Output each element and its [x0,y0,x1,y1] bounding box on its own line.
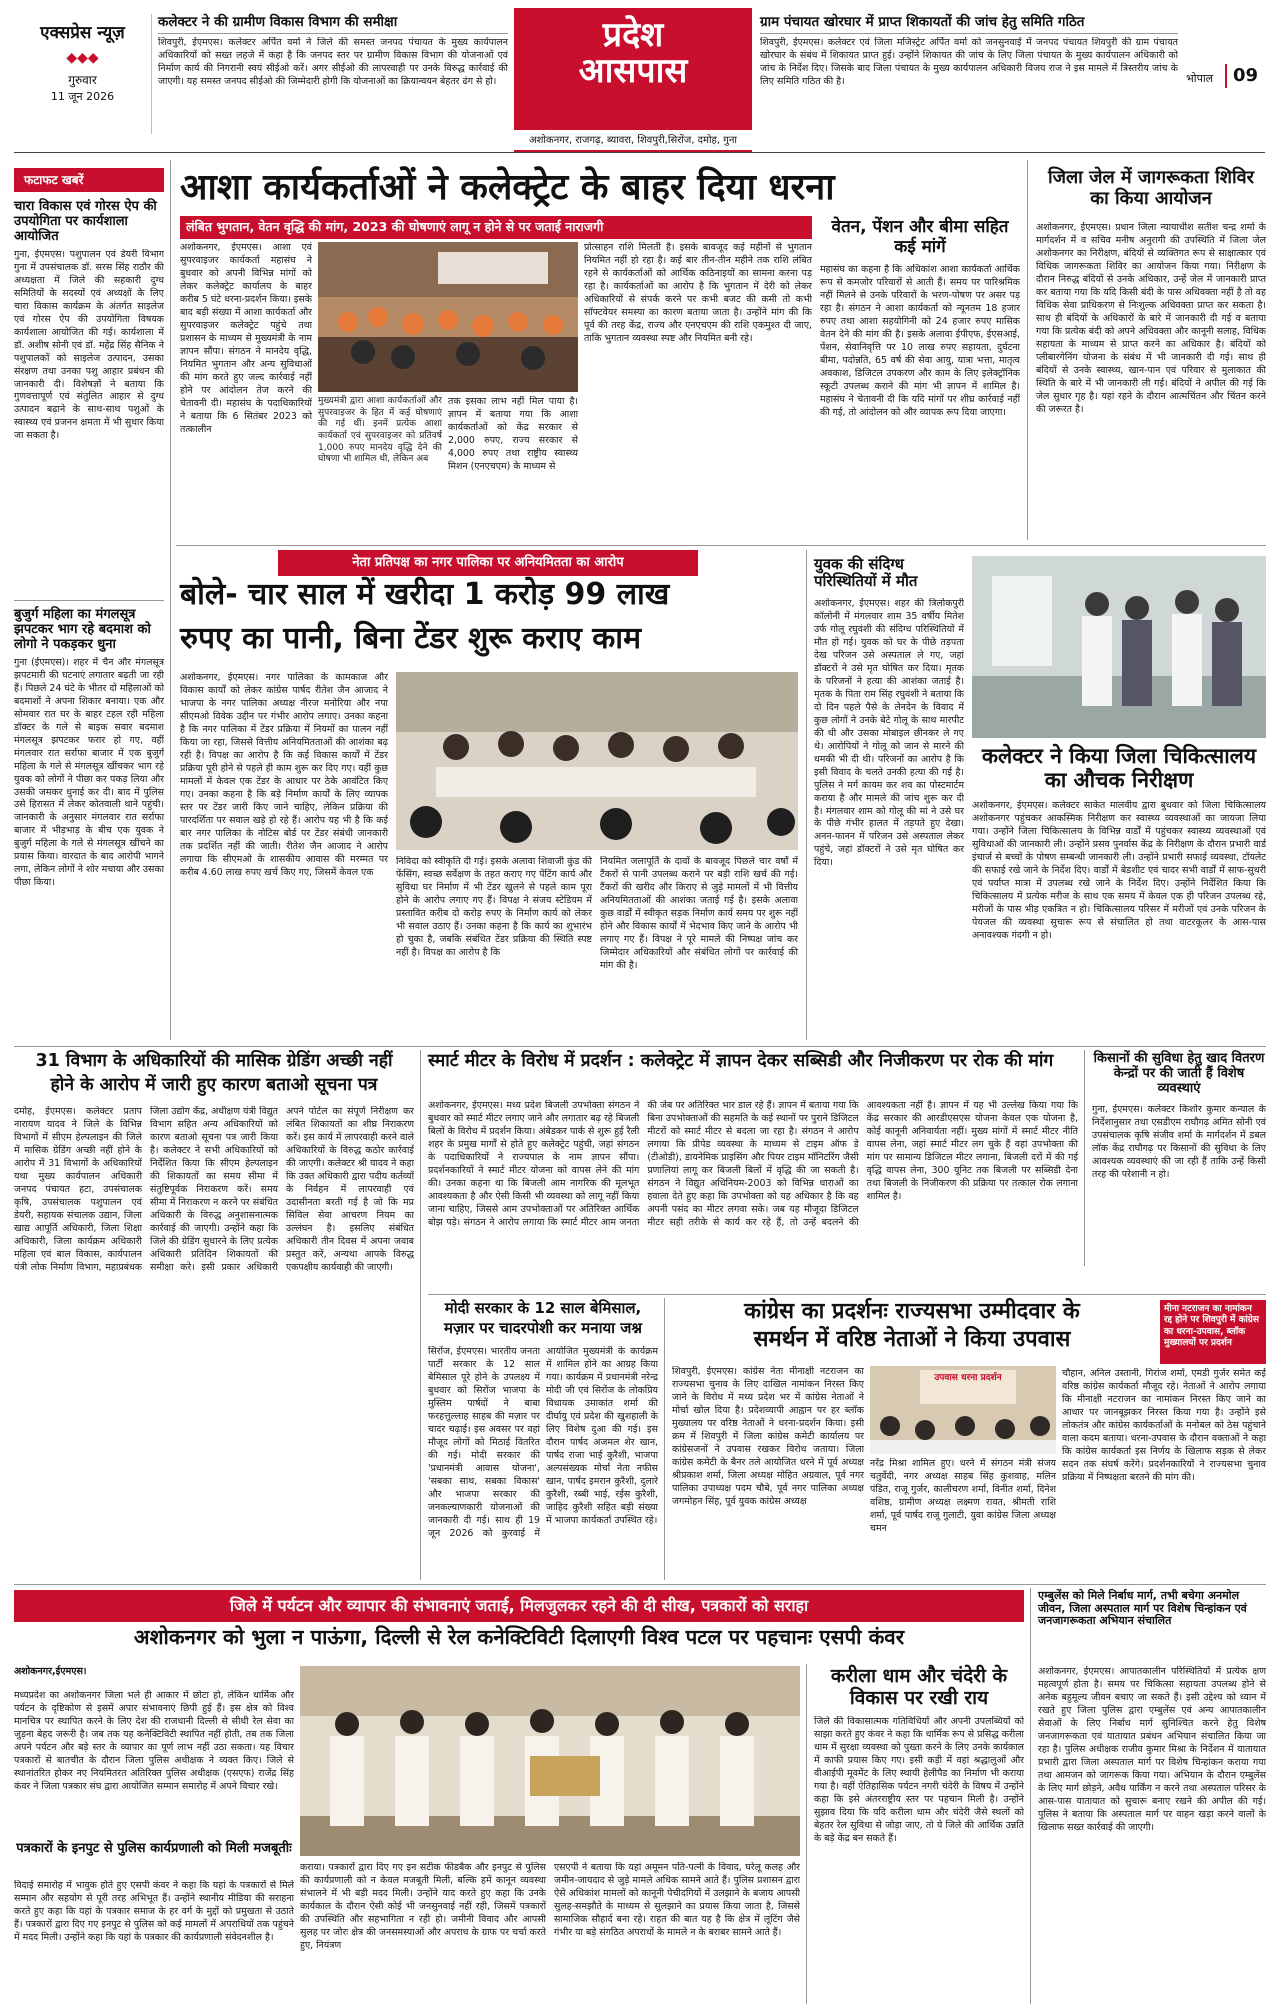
sp-byline: अशोकनगर,ईएमएस। [14,1666,87,1677]
congress-headline-line-1: कांग्रेस का प्रदर्शनः राज्यसभा उम्मीदवार के [744,1299,1080,1324]
quick-news-item-1 [14,200,164,584]
hospital-inspection-photo [972,556,1266,738]
sp-body-2: विदाई समारोह में भावुक होते हुए एसपी कंवर ने कहा कि यहां के पत्रकारों से मिले सम्मान और सहयोग से पूरी तरह अभिभूत हैं। उन्होंने स्थानीय मीडिया की सराहना करते हुए कहा कि यहां के पत्रकार समाज के हर वर्ग के मुद्दों को प्रमुखता से उठाते हैं। पत्रकारों द्वारा दिए गए इनपुट से पुलिस को कई मामलों में अपराधियों तक पहुंचने में मदद मिली। उन्होंने कहा कि यहां के पत्रकार की कार्यप्रणाली संवेदनशील है। [14,1880,294,1943]
youth-death-body: अशोकनगर, ईएमएस। शहर की त्रिलोकपुरी कॉलोनी में मंगलवार शाम 35 वर्षीय मितेश उर्फ गोलू रघुवंशी की संदिग्ध परिस्थितियों में मौत हो गई। युवक को घर के पीछे तड़पता देख परिजन उसे अस्पताल ले गए, जहां डॉक्टरों ने उसे मृत घोषित कर दिया। मृतक के परिजनों ने हत्या की आशंका जताई है। मृतक के पिता राम सिंह रघुवंशी ने बताया कि दो दिन पहले पैसे के लेनदेन के विवाद में कुछ लोगों ने उनके बेटे गोलू के साथ मारपीट की थी और उसका मोबाइल छीनकर ले गए थे। आरोपियों ने गोलू को जान से मारने की धमकी भी दी थी। परिजनों का आरोप है कि इसी विवाद के चलते उनकी हत्या की गई है। पुलिस ने मर्ग कायम कर शव का पोस्टमार्टम कराया है और मामले की जांच शुरू कर दी है। मंगलवार शाम को गोलू की मां ने उसे घर के पीछे गंभीर हालत में तड़पते हुए देखा। अनन-फानन में परिजन उसे अस्पताल लेकर पहुंचे, जहां डॉक्टरों ने उसे मृत घोषित कर दिया। [814,598,964,869]
brand-name: एक्सप्रेस न्यूज़ [40,23,125,43]
lead-deck: लंबित भुगतान, वेतन वृद्धि की मांग, 2023 की घोषणाएं लागू न होने से पर जताई नाराजगी [180,216,812,239]
section-subtitle: आसपास [578,50,688,91]
quick-news-label: फटाफट खबरें [14,168,164,192]
lead-body-3: प्रोत्साहन राशि मिलती है। इसके बावजूद कई महीनों से भुगतान नियमित नहीं हो रहा है। कई बार तीन-तीन महीने तक राशि लंबित रहने से कार्यकर्ताओं को आर्थिक कठिनाइयों का सामना करना पड़ रहा है। कार्यकर्ताओं का आरोप है कि भुगतान में देरी को लेकर अधिकारियों से संपर्क करने पर कभी बजट की कमी तो कभी सॉफ्टवेयर समस्या का कारण बताया जाता है। उन्होंने मांग की कि पूर्व की तरह केंद्र, राज्य और एनएचएम की राशि एकमुश्त दी जाए, ताकि भुगतान व्यवस्था स्पष्ट और नियमित बनी रहे। [584,242,812,344]
quick-news-divider [14,600,164,601]
tender-strip: नेता प्रतिपक्ष का नगर पालिका पर अनियमितता का आरोप [278,550,698,576]
tender-body-3: नियमित जलापूर्ति के दावों के बावजूद पिछले चार वर्षों में टैंकरों से पानी उपलब्ध कराने पर बड़ी राशि खर्च की गई। टैंकरों की खरीद और किराए से जुड़े मामलों में भी वित्तीय अनियमितताओं की आशंका जताई गई है। इसके अलावा कुछ वार्डों में स्वीकृत सड़क निर्माण कार्य समय पर शुरू नहीं होने और विकास कार्यों में भेदभाव किए जाने के आरोप भी लगाए गए हैं। विपक्ष ने पूरे मामले की निष्पक्ष जांच कर जिम्मेदार अधिकारियों और संबंधित लोगों पर कार्रवाई की मांग की है। [600,856,798,971]
column-rule [170,160,171,1040]
section-divider [14,1584,1266,1585]
sp-strip: जिले में पर्यटन और व्यापार की संभावनाएं जताई, मिलजुलकर रहने की दी सीख, पत्रकारों को सराहा [14,1590,1024,1622]
page-number: 09 [1225,64,1258,88]
smart-meter-body: अशोकनगर, ईएमएस। मध्य प्रदेश बिजली उपभोक्ता संगठन ने बुधवार को स्मार्ट मीटर लगाए जाने और लगातार बढ़ रहे बिजली बिलों के विरोध में प्रदर्शन किया। अंबेडकर पार्क से शुरू हुई रैली शहर के प्रमुख मार्गों से होते हुए कलेक्ट्रेट पहुंची, जहां संगठन के पदाधिकारियों ने राज्यपाल के नाम ज्ञापन सौंपा। प्रदर्शनकारियों ने स्मार्ट मीटर योजना को वापस लेने की मांग की। उनका कहना था कि बिजली आम नागरिक की मूलभूत आवश्यकता है और ऐसी किसी भी व्यवस्था को लागू नहीं किया जाना चाहिए, जिससे आम उपभोक्ताओं पर अतिरिक्त आर्थिक बोझ पड़े। संगठन ने आरोप लगाया कि स्मार्ट मीटर आम जनता की जेब पर अतिरिक्त भार डाल रहे हैं। ज्ञापन में बताया गया कि बिना उपभोक्ताओं की सहमति के कई स्थानों पर पुराने डिजिटल मीटरों को स्मार्ट मीटर से बदला जा रहा है। संगठन ने आरोप लगाया कि प्रीपेड व्यवस्था के माध्यम से टाइम ऑफ डे (टीओडी), डायनेमिक प्राइसिंग और पियर टाइम मॉनिटरिंग जैसी प्रणालियां लागू कर बिजली बिलों में वृद्धि की जा सकती है। संगठन ने विद्युत अधिनियम-2003 को विभिन्न धाराओं का हवाला देते हुए कहा कि उपभोक्ता को यह अधिकार है कि वह अपनी पसंद का मीटर लगवा सके। जब यह मौजूदा डिजिटल मीटर सही तरीके से कार्य कर रहे हैं, तो उन्हें बदलने की आवश्यकता नहीं है। ज्ञापन में यह भी उल्लेख किया गया कि केंद्र सरकार की आरडीएसएस योजना केवल एक योजना है, कोई कानूनी अनिवार्यता नहीं। मुख्य मांगों में स्मार्ट मीटर नीति वापस लेना, जहां स्मार्ट मीटर लग चुके हैं वहां उपभोक्ता की मांग पर सामान्य डिजिटल मीटर लगाना, बिजली दरों में की गई वृद्धि वापस लेना, 300 यूनिट तक बिजली पर सब्सिडी देना तथा बिजली के निजीकरण की प्रक्रिया पर तत्काल रोक लगाना शामिल है। [428,1100,1078,1228]
quick-news-item-1-body: गुना, ईएमएस। पशुपालन एवं डेयरी विभाग गुना में उपसंचालक डॉ. सरस सिंह राठौर की अध्यक्षता में जिले की सहकारी दुग्ध समितियों के सदस्यों एवं अध्यक्षों के लिए चारा विकास कार्यक्रम के अंतर्गत साइलेज एवं गोरस ऐप की उपयोगिता विषयक कार्यशाला आयोजित की गई। कार्यशाला में डॉ. अशीष सोनी एवं डॉ. महेंद्र सिंह सैनिक ने पशुपालकों को साइलेज उत्पादन, उसका संरक्षण तथा उनका पशु आहार प्रबंधन की जानकारी दी। विशेषज्ञों ने बताया कि गुणवत्तापूर्ण एवं संतुलित आहार से दुग्ध उत्पादन बढ़ाने के साथ-साथ पशुओं के स्वास्थ्य एवं प्रजनन क्षमता में भी सुधार किया जा सकता है। [14,248,164,442]
quick-news-item-2-headline: बुजुर्ग महिला का मंगलसूत्र झपटकर भाग रहे बदमाश को लोगो ने पकड़कर धुना [14,607,151,652]
congress-headline-line-2: समर्थन में वरिष्ठ नेताओं ने किया उपवास [753,1327,1071,1352]
section-divider [14,1046,1266,1047]
hospital-headline: कलेक्टर ने किया जिला चिकित्सालय का औचक निरीक्षण [981,744,1257,793]
sp-body-4: एसएपी ने बताया कि यहां अमूमन पति-पत्नी के विवाद, घरेलू कलह और जमीन-जायदाद से जुड़े मामले अधिक सामने आते हैं। पुलिस प्रशासन द्वारा ऐसे अधिकांश मामलों को कानूनी पेचीदगियों में उलझाने के बजाय आपसी सुलह-समझौते के माध्यम से सुलझाने का प्रयास किया जाता है, जिससे सामाजिक सौहार्द बना रहे। राहत की बात यह है कि क्षेत्र में लूटिंग जैसे गंभीर या बड़े संगठित अपराधों के मामले न के बराबर सामने आते हैं। [554,1862,800,1938]
karila-body: जिले की विकासात्मक गतिविधियों और अपनी उपलब्धियों को साझा करते हुए कंवर ने कहा कि धार्मिक रूप से प्रसिद्ध करीला धाम में सुरक्षा व्यवस्था को पुख्ता करने के लिए उनके कार्यकाल में काफी प्रयास किए गए। इसी कड़ी में वहां श्रद्धालुओं और वीआईपी मूवमेंट के लिए स्थायी हेलीपैड का निर्माण भी कराया गया है। वहीं ऐतिहासिक पर्यटन नगरी चंदेरी के विषय में उन्होंने कहा कि इसे अंतरराष्ट्रीय स्तर पर पहचान मिली है। उन्होंने सुझाव दिया कि यदि करीला धाम और चंदेरी जैसे स्थलों को बेहतर रेल सुविधा से जोड़ा जाए, तो ये जिले की आर्थिक उन्नति के बड़े केंद्र बन सकते हैं। [814,1716,1024,1844]
tender-body-1: अशोकनगर, ईएमएस। नगर पालिका के कामकाज और विकास कार्यों को लेकर कांग्रेस पार्षद रीतेश जैन आजाद ने भाजपा के नगर पालिका अध्यक्ष नीरज मनोरिया और नपा सीएमओ विवेक उद्दीन पर गंभीर आरोप लगाए। उनका कहना है कि नगर पालिका में टेंडर प्रक्रिया में नियमों का पालन नहीं किया जा रहा, जिससे वित्तीय अनियमितताओं की आशंका बढ़ रही है। विपक्ष का आरोप है कि कई विकास कार्यों में टेंडर प्रक्रिया पूरी होने से पहले ही काम शुरू कर दिए गए। वहीं कुछ मामलों में केवल एक टेंडर के आधार पर ठेके आवंटित किए गए। उनका कहना है कि बड़े निर्माण कार्यों के लिए व्यापक स्तर पर टेंडर जारी किए जाने चाहिए, लेकिन प्रक्रिया की पारदर्शिता पर सवाल खड़े हो रहे हैं। आरोप यह भी है कि कई बार नगर पालिका के नोटिस बोर्ड पर टेंडर संबंधी जानकारी तक प्रदर्शित नहीं की जाती। रीतेश जैन आजाद ने आरोप लगाया कि सीएमओ के शासकीय आवास की मरम्मत पर करीब 4.60 लाख रुपए खर्च किए गए, जिसमें केवल एक [180,672,388,878]
congress-side-box: मीना नटराजन का नामांकन रद्द होने पर शिवपुरी में कांग्रेस का धरना-उपवास, ब्लॉक मुख्यालयों पर प्रदर्शन [1160,1300,1266,1364]
sp-headline: अशोकनगर को भुला न पाऊंगा, दिल्ली से रेल कनेक्टिविटी दिलाएगी विश्व पटल पर पहचानः एसपी कंवर [133,1625,905,1649]
modi-headline-line-1: मोदी सरकार के 12 साल बेमिसाल, [444,1299,642,1317]
tender-headline-line-1: बोले- चार साल में खरीदा 1 करोड़ 99 लाख [180,577,670,612]
page-city: भोपाल [1186,72,1214,85]
congress-body-1: शिवपुरी, ईएमएस। कांग्रेस नेता मीनाक्षी नटराजन का राज्यसभा चुनाव के लिए दाखिल नामांकन निरस्त किए जाने के विरोध में मध्य प्रदेश भर में कांग्रेस नेताओं ने मोर्चा खोल दिया है। प्रदेशव्यापी आह्वान पर हर ब्लॉक मुख्यालय पर वरिष्ठ नेताओं ने धरना-प्रदर्शन किया। इसी क्रम में शिवपुरी में जिला कांग्रेस कमेटी कार्यालय पर कांग्रेसजनों ने उपवास रखकर विरोध जताया। जिला कांग्रेस कमेटी के बैनर तले आयोजित धरने में पूर्व अध्यक्ष श्रीप्रकाश शर्मा, जिला अध्यक्ष मोहित अग्रवाल, पूर्व नगर पालिका उपाध्यक्ष पदम चौबे, पूर्व नगर पालिका अध्यक्ष जगमोहन सिंह, पूर्व युवक कांग्रेस अध्यक्ष [672,1366,864,1507]
section-divider [428,1294,1266,1295]
column-rule [1027,160,1028,540]
ambulance-headline: एम्बुलेंस को मिले निर्बाध मार्ग, तभी बचेगा अनमोल जीवन, जिला अस्पताल मार्ग पर विशेष चिन्हांकन एवं जनजागरूकता अभियान संचालित [1038,1589,1247,1628]
column-rule [1030,1588,1031,2004]
column-rule [420,1050,421,1580]
ambulance-body: अशोकनगर, ईएमएस। आपातकालीन परिस्थितियों में प्रत्येक क्षण महत्वपूर्ण होता है। समय पर चिकित्सा सहायता उपलब्ध होने से अनेक बहुमूल्य जीवन बचाए जा सकते हैं। इसी उद्देश्य को ध्यान में रखते हुए जिला पुलिस द्वारा एम्बुलेंस एवं अन्य आपातकालीन सेवाओं के लिए निर्बाध मार्ग सुनिश्चित करने हेतु विशेष जनजागरूकता एवं यातायात प्रबंधन अभियान संचालित किया जा रहा है। पुलिस अधीक्षक राजीव कुमार मिश्रा के निर्देशन में यातायात प्रभारी द्वारा जिला अस्पताल मार्ग पर विशेष चिन्हांकन कराया गया तथा आमजन को जागरूक किया गया। अभियान के दौरान एम्बुलेंस के लिए मार्ग छोड़ने, अवैध पार्किंग न करने तथा अस्पताल परिसर के आस-पास यातायात को सुचारू बनाए रखने की अपील की गई। पुलिस ने बताया कि अस्पताल मार्ग पर वाहन खड़ा करने वालों के खिलाफ सख्त कार्रवाई की जाएगी। [1038,1666,1266,1833]
lead-body-2: तक इसका लाभ नहीं मिल पाया है। ज्ञापन में बताया गया कि आशा कार्यकर्ताओं को केंद्र सरकार से 2,000 रुपए, राज्य सरकार से 4,000 रुपए तथा राष्ट्रीय स्वास्थ्य मिशन (एनएचएम) के माध्यम से [448,396,578,472]
quick-news-item-1-headline: चारा विकास एवं गोरस ऐप की उपयोगिता पर कार्यशाला आयोजित [14,199,157,244]
tender-headline-line-2: रुपए का पानी, बिना टेंडर शुरू कराए काम [180,621,642,656]
congress-banner-text: उपवास धरना प्रदर्शन [934,1373,1002,1383]
press-conference-photo [396,672,798,850]
sp-body-1: मध्यप्रदेश का अशोकनगर जिला भले ही आकार में छोटा हो, लेकिन धार्मिक और पर्यटन के दृष्टिकोण से इसमें अपार संभावनाएं छिपी हुई हैं। इस क्षेत्र को विश्व मानचित्र पर स्थापित करने के लिए देश की राजधानी दिल्ली से सीधी रेल सेवा का जुड़ना बेहद जरूरी है। जब तक यह कनेक्टिविटी स्थापित नहीं होती, तब तक जिला अपने पर्यटन और बड़े स्तर के व्यापार का पूर्ण लाभ नहीं उठा सकता। यह विचार पत्रकारों से बातचीत के दौरान जिला पुलिस अधीक्षक ने व्यक्त किए। जिले से स्थानांतरित होकर नए नियमितरत अतिरिक्त पुलिस अधीक्षक (एसएफ) राजेंद्र सिंह कंवर ने जिला पत्रकार संघ द्वारा आयोजित सम्मान समारोह में अपने विचार रखे। [14,1690,294,1792]
sidebar-pay-headline: वेतन, पेंशन और बीमा सहित कई मांगें [831,217,1009,257]
modi-headline-line-2: मज़ार पर चादरपोशी कर मनाया जश्न [443,1319,643,1337]
sp-subhead: पत्रकारों के इनपुट से पुलिस कार्यप्रणाली को मिली मजबूतीः [16,1841,292,1856]
section-districts: अशोकनगर, राजगढ़, ब्यावरा, शिवपुरी,सिरोंज, दमोह, गुना [514,130,752,152]
section-banner [514,8,752,130]
jail-headline: जिला जेल में जागरूकता शिविर का किया आयोजन [1047,167,1255,209]
section-title: प्रदेश [602,15,664,55]
smart-meter-headline: स्मार्ट मीटर के विरोध में प्रदर्शन : कलेक्ट्रेट में ज्ञापन देकर सब्सिडी और निजीकरण पर रोक की मांग [428,1051,1054,1071]
masthead-divider [14,152,1265,153]
grading-headline-line-1: 31 विभाग के अधिकारियों की मासिक ग्रेडिंग अच्छी नहीं [35,1051,393,1071]
top-story-right-body: शिवपुरी, ईएमएस। कलेक्टर एवं जिला मजिस्ट्रेट अर्पित वर्मा को जनसुनवाई में जनपद पंचायत शिवपुरी की ग्राम पंचायत खोरघार के संबंध में शिकायत प्राप्त हुई। उन्होंने शिकायत की जांच के लिए जिला पंचायत के मुख्य कार्यपालन अधिकारी को जांच के निर्देश दिए। जिसके बाद जिला पंचायत के मुख्य कार्यपालन अधिकारी विजय राज ने इस मामले में त्रिस्तरीय जांच के लिए समिति गठित की है। [760,37,1178,88]
youth-death-headline: युवक की संदिग्ध परिस्थितियों में मौत [814,555,918,591]
column-rule [806,550,807,1040]
farmers-headline: किसानों की सुविधा हेतु खाद वितरण केन्द्रों पर की जाती हैं विशेष व्यवस्थाएं [1093,1051,1265,1096]
asha-protest-photo [318,242,578,392]
tender-body-2: निविदा को स्वीकृति दी गई। इसके अलावा शिवाजी कुंड की फेंसिंग, स्वच्छ सर्वेक्षण के तहत कराए गए पेंटिंग कार्य और सुविधा घर निर्माण में भी टेंडर खुलने से पहले काम पूरा होने के आरोप लगाए गए हैं। विपक्ष ने संजय स्टेडियम में प्रस्तावित करीब दो करोड़ रुपए के निर्माण कार्य को लेकर भी सवाल उठाए हैं। उनका कहना है कि कार्य का शुभारंभ हो चुका है, जबकि संबंधित टेंडर प्रक्रिया की स्थिति स्पष्ट नहीं है। विपक्ष का आरोप है कि [396,856,592,958]
top-story-left [158,14,508,119]
congress-protest-photo [870,1366,1056,1454]
top-story-left-headline: कलेक्टर ने की ग्रामीण विकास विभाग की समीक्षा [158,14,508,34]
column-rule [806,1664,807,2004]
sp-felicitation-photo [300,1666,800,1856]
sp-body-3: कराया। पत्रकारों द्वारा दिए गए इन सटीक फीडबैक और इनपुट से पुलिस की कार्यप्रणाली को न केवल मजबूती मिली, बल्कि हमें कानून व्यवस्था संभालने में भी बड़ी मदद मिली। उन्होंने याद करते हुए कहा कि उनके कार्यकाल के दौरान ऐसी कोई भी जनसुनवाई नहीं रही, जिसमें पत्रकारों की उपस्थिति और सहभागिता न रही हो। जमीनी विवाद और आपसी सुलह पर जोरः क्षेत्र की जनसमस्याओं और अपराध के ग्राफ पर चर्चा करते हुए, नियंत्रण [300,1862,546,1951]
lead-headline: आशा कार्यकर्ताओं ने कलेक्ट्रेट के बाहर दिया धरना [180,167,835,208]
column-rule [664,1298,665,1580]
congress-body-2: नरेंद्र मिश्रा शामिल हुए। धरने में संगठन मंत्री संजय चतुर्वेदी, नगर अध्यक्ष साहब सिंह कुशवाह, मलिन पंडित, राजू गुर्जर, कालीचरण शर्मा, विनीत शर्मा, दिनेश वशिष्ठ, ग्रामीण अध्यक्ष लक्ष्मण रावत, श्रीमती राशि शर्मा, पूर्व पार्षद राजू गुलाटी, युवा कांग्रेस जिला अध्यक्ष चमन [870,1458,1056,1534]
modi-body: सिरोंज, ईएमएस। भारतीय जनता पार्टी सरकार के 12 साल बेमिसाल पूरे होने के उपलक्ष्य में बुधवार को सिरोंज भाजपा के मुस्लिम पार्षदों ने बाबा फरहत्तुल्लाह साहब की मज़ार पर चादर चढ़ाई। इस अवसर पर वहां मौजूद लोगों को मिठाई वितरित की गई। मोदी सरकार की 'प्रधानमंत्री आवास योजना', 'सबका साथ, सबका विकास' और भाजपा सरकार की जनकल्याणकारी योजनाओं की जानकारी दी गई। साथ ही 19 जून 2026 को कुरवाई में आयोजित मुख्यमंत्री के कार्यक्रम में शामिल होने का आग्रह किया गया। कार्यक्रम में प्रधानमंत्री नरेन्द्र मोदी जी एवं सिरोंज के लोकप्रिय विधायक उमाकांत शर्मा की दीर्घायु एवं प्रदेश की खुशहाली के लिए विशेष दुआ की गई। इस दौरान पार्षद अजमल शेर खान, पार्षद राजा भाई कुरैशी, भाजपा अल्पसंख्यक मोर्चा नेता नफीस खान, पार्षद इमरान कुरैशी, दुलारे कुरैशी, रब्बी भाई, रईस कुरैशी, जाहिद कुरैशी सहित बड़ी संख्या में भाजपा कार्यकर्ता उपस्थित रहे। [428,1346,658,1539]
brand-box [14,14,152,134]
jail-body: अशोकनगर, ईएमएस। प्रधान जिला न्यायाधीश सतीश चन्द्र शर्मा के मार्गदर्शन में व सचिव मनीष अनुरागी की उपस्थिति में जिला जेल अशोकनगर का निरीक्षण, बंदियों से व्यक्तिगत रूप से साक्षात्कार एवं विधिक जागरूकता शिविर का आयोजन किया गया। निरीक्षण के दौरान निरुद्ध बंदियों से उनके अधिकार, उन्हें जेल में जानकारी प्राप्त कर बताया गया कि यदि किसी बंदी के पास अधिवक्ता नहीं है तो वह विधिक सेवा प्राधिकरण से निःशुल्क अधिवक्ता प्राप्त कर सकता है। साथ ही बंदियों के अधिकारों के बारे में जानकारी दी गई व बताया गया कि प्रत्येक बंदी को अपने अधिवक्ता और कानूनी सलाह, विधिक सहायता के माध्यम से प्राप्त करने का अधिकार है। बंदियों को प्लीबारगेनिंग योजना के संबंध में भी जानकारी दी गई। साथ ही बंदियों से उनके स्वास्थ्य, खान-पान एवं परिवार से मुलाकात की स्थिति के बारे में भी जानकारी ली गई। बंदियों ने अपील की गई कि जेल सुधार गृह है। यहां रहने के दौरान आत्मचिंतन और चिंतन करने की जरूरत है। [1036,222,1266,415]
grading-body: दमोह, ईएमएस। कलेक्टर प्रताप नारायण यादव ने जिले के विभिन्न विभागों में सीएम हेल्पलाइन की जिले में मासिक ग्रेडिंग अच्छी नहीं होने के आरोप में 31 विभागों के अधिकारियों यथा मुख्य कार्यपालन अधिकारी जनपद पंचायत हटा, उपसंचालक कृषि, उपसंचालक पशुपालन एवं डेयरी, सहायक संचालक उद्यान, जिला खाद्य आपूर्ति अधिकारी, जिला शिक्षा अधिकारी, जिला कार्यक्रम अधिकारी महिला एवं बाल विकास, कार्यपालन यंत्री लोक निर्माण विभाग, महाप्रबंधक जिला उद्योग केंद्र, अधीक्षण यंत्री विद्युत विभाग सहित अन्य अधिकारियों को कारण बताओ सूचना पत्र जारी किया है। कलेक्टर ने सभी अधिकारियों को निर्देशित किया कि सीएम हेल्पलाइन की शिकायतों का समय सीमा में संतुष्टिपूर्वक निराकरण करें। समय सीमा में निराकरण न करने पर संबंधित अधिकारी के विरुद्ध अनुशासनात्मक कार्रवाई की जाएगी। उन्होंने कहा कि जिले की ग्रेडिंग सुधारने के लिए प्रत्येक अधिकारी प्रतिदिन शिकायतों की समीक्षा करे। इसी प्रकार अधिकारी अपने पोर्टल का संपूर्ण निरीक्षण कर लंबित शिकायतों का शीघ्र निराकरण करें। इस कार्य में लापरवाही करने वाले अधिकारियों के विरुद्ध कठोर कार्रवाई की जाएगी। कलेक्टर श्री यादव ने कहा कि उक्त अधिकारी द्वारा पदीय कर्तव्यों के निर्वहन में लापरवाही एवं उदासीनता बरती गई है जो कि मप्र सिविल सेवा आचरण नियम का उल्लंघन है। इसलिए संबंधित अधिकारी तीन दिवस में अपना जवाब प्रस्तुत करें, अन्यथा आपके विरुद्ध एकपक्षीय कार्यवाही की जाएगी। [14,1106,414,1273]
hospital-body: अशोकनगर, ईएमएस। कलेक्टर साकेत मालवीय द्वारा बुधवार को जिला चिकित्सालय अशोकनगर पहुंचकर आकस्मिक निरीक्षण कर स्वास्थ्य व्यवस्थाओं का जायजा लिया गया। उन्होंने जिला चिकित्सालय के विभिन्न वार्डों में पहुंचकर स्वास्थ्य व्यवस्थाओं एवं सुविधाओं की जानकारी ली। उन्होंने प्रसव पुनर्वास केंद्र के निरीक्षण के दौरान प्रभारी वार्ड इंचार्ज से बच्चों के पोषण सम्बन्धी जानकारी ली। उन्होंने प्रभारी सफाई व्यवस्था, टॉयलेट की सफाई रखे जाने के निर्देश दिए। वार्डों में बेडशीट एवं चादर सभी वार्डों में साफ-सुथरी एवं पर्याप्त मात्रा में उपलब्ध रखे जाने के निर्देश दिए। उन्होंने निर्देशित किया कि चिकित्सालय में प्रत्येक मरीज के साथ एक समय में केवल एक ही परिजन उपलब्ध रहे, मरीजों के पास भीड़ एकत्रित न हो। चिकित्सालय परिसर में मरीजों एवं उनके परिजन के पेयजल की व्यवस्था सुचारू रूप से संचालित हो तथा वाटरकूलर के आस-पास अनावश्यक गंदगी न हो। [972,800,1266,941]
top-story-left-body: शिवपुरी, ईएमएस। कलेक्टर अर्पित वर्मा ने जिले की समस्त जनपद पंचायत के मुख्य कार्यपालन अधिकारियों को सख्त लहजे में कहा है कि जनपद स्तर पर ग्रामीण विकास विभाग की योजनाओं एवं निर्माण कार्य की निगरानी स्वयं सीईओ करें। अगर सीईओ की लापरवाही पर उनके विरुद्ध कार्रवाई की जाएगी। यह समस्त जनपद सीईओ की जिम्मेदारी होगी कि योजनाओं का क्रियान्वयन बेहतर ढंग से हो। [158,37,508,88]
column-rule [1084,1050,1085,1266]
issue-date: 11 जून 2026 [50,90,115,104]
top-story-right [760,14,1178,119]
grading-headline-line-2: होने के आरोप में जारी हुए कारण बताओ सूचना पत्र [50,1075,378,1095]
farmers-body: गुना, ईएमएस। कलेक्टर किशोर कुमार कन्याल के निर्देशानुसार तथा एसडीएम राघौगढ़ अमित सोनी एवं उपसंचालक कृषि संजीव शर्मा के मार्गदर्शन में डबल लॉक केंद्र राघौगढ़ पर किसानों की सुविधा के लिए आवश्यक व्यवस्थाएं की जा रही हैं ताकि उन्हें किसी तरह की परेशानी न हो। [1092,1104,1266,1180]
issue-day: गुरुवार [68,72,97,87]
top-story-right-headline: ग्राम पंचायत खोरघार में प्राप्त शिकायतों की जांच हेतु समिति गठित [760,14,1178,34]
brand-ornament: ◆◆◆ [66,49,99,66]
section-divider [176,545,1266,546]
karila-headline: करीला धाम और चंदेरी के विकास पर रखी राय [830,1665,1008,1709]
lead-body-1: अशोकनगर, ईएमएस। आशा एवं सुपरवाइजर कार्यकर्ता महासंघ ने बुधवार को अपनी विभिन्न मांगों को लेकर कलेक्ट्रेट कार्यालय के बाहर करीब 5 घंटे धरना-प्रदर्शन किया। इसके बाद बड़ी संख्या में आशा कार्यकर्ता और सुपरवाइजर कलेक्ट्रेट पहुंचे तथा प्रशासन के माध्यम से मुख्यमंत्री के नाम ज्ञापन सौंपा। संगठन ने मानदेय वृद्धि, नियमित भुगतान और अन्य सुविधाओं की मांग करते हुए जल्द कार्रवाई नहीं होने पर आंदोलन तेज करने की चेतावनी दी। महासंघ के पदाधिकारियों ने बताया कि 6 सितंबर 2023 को तत्कालीन [180,242,312,435]
sidebar-pay-body: महासंघ का कहना है कि अधिकांश आशा कार्यकर्ता आर्थिक रूप से कमजोर परिवारों से आती हैं। समय पर पारिश्रमिक नहीं मिलने से उनके परिवारों के भरण-पोषण पर असर पड़ रहा है। संगठन ने आशा कार्यकर्ता को न्यूनतम 18 हजार रुपए तथा आशा सहयोगिनी को 24 हजार रुपए मासिक वेतन देने की मांग की है। इसके अलावा ईपीएफ, ईएसआई, पेंशन, सेवानिवृत्ति पर 10 लाख रुपए सहायता, दुर्घटना बीमा, पदोन्नति, 65 वर्ष की सेवा आयु, यात्रा भत्ता, मातृत्व अवकाश, डिजिटल उपकरण और काम के लिए इलेक्ट्रॉनिक स्कूटी उपलब्ध कराने की मांग भी ज्ञापन में शामिल है। महासंघ ने चेतावनी दी कि यदि मांगों पर शीघ्र कार्रवाई नहीं की गई, तो आंदोलन को और व्यापक रूप दिया जाएगा। [820,264,1020,418]
quick-news-item-2-body: गुना (ईएमएस)। शहर में चैन और मंगलसूत्र झपटमारी की घटनाएं लगातार बढ़ती जा रही हैं। पिछले 24 घंटे के भीतर दो महिलाओं को बदमाशों ने अपना शिकार बनाया। एक और सोमवार रात घर के बाहर टहल रही महिला डॉक्टर के गले से बाइक सवार बदमाश मंगलसूत्र झपटकर फरार हो गए, वहीं मंगलवार रात सर्राफा बाजार में एक बुजुर्ग महिला के गले से मंगलसूत्र खींचकर भाग रहे युवक को लोगों ने पीछा कर पकड़ लिया और उसकी जमकर धुनाई कर दी। बाद में पुलिस उसे हिरासत में लेकर कोतवाली थाने पहुंची। जानकारी के अनुसार मंगलवार रात सर्राफा बाजार में भीड़भाड़ के बीच एक युवक ने बुजुर्ग महिला के गले से मंगलसूत्र खींचने का प्रयास किया। वारदात के बाद आरोपी भागने लगा, लेकिन लोगों ने शोर मचाया और उसका पीछा किया। [14,656,164,889]
quick-news-item-2 [14,608,164,1039]
lead-caption: मुख्यमंत्री द्वारा आशा कार्यकर्ताओं और सुपरवाइजर के हित में कई घोषणाएं की गई थीं। इनमें प्रत्येक आशा कार्यकर्ता एवं सुपरवाइजर को प्रतिवर्ष 1,000 रुपए मानदेय वृद्धि देने की घोषणा भी शामिल थी, लेकिन अब [318,396,442,465]
congress-body-3: चौहान, अनिल उस्तानी, गिरांज शर्मा, एमडी गुर्जर समेत कई वरिष्ठ कांग्रेस कार्यकर्ता मौजूद रहे। नेताओं ने आरोप लगाया कि मीनाक्षी नटराजन का नामांकन निरस्त किए जाने का आधार पर जानबूझकर निरस्त किया गया है। उन्होंने इसे लोकतंत्र और कांग्रेस कार्यकर्ताओं के मनोबल को ठेस पहुंचाने वाला कदम बताया। धरना-उपवास के दौरान वक्ताओं ने कहा कि कांग्रेस कार्यकर्ता इस निर्णय के खिलाफ सड़क से लेकर सदन तक संघर्ष करेंगे। प्रदर्शनकारियों ने राज्यसभा चुनाव प्रक्रिया में निष्पक्षता बरतने की मांग की। [1062,1368,1266,1483]
